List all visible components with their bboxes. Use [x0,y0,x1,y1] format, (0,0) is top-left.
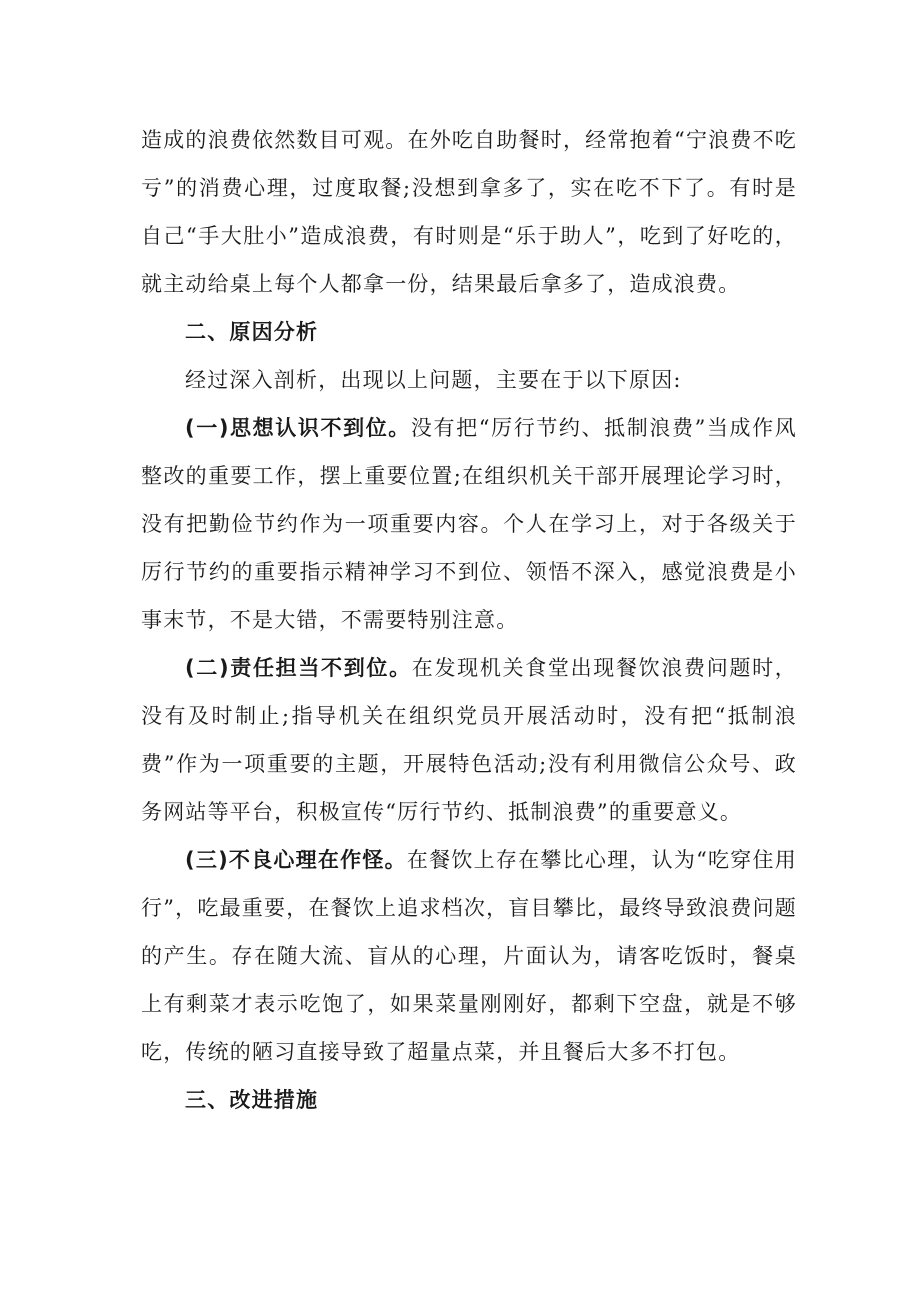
section-two-heading: 二、原因分析 [185,320,319,344]
reason-1-lead: (一)思想认识不到位。 [185,416,411,440]
reason-3-lead: (三)不良心理在作怪。 [185,848,407,872]
document-body [141,116,797,1124]
section-two-intro: 经过深入剖析，出现以上问题，主要在于以下原因: [185,368,682,392]
intro-paragraph: 造成的浪费依然数目可观。在外吃自助餐时，经常抱着“宁浪费不吃亏”的消费心理，过度取餐;没想到拿多了，实在吃不下了。有时是自己“手大肚小”造成浪费，有时则是“乐于助人”，吃到了好吃的，就主动给桌上每个人都拿一份，结果最后拿多了，造成浪费。 [141,128,797,296]
reason-paragraph-3 [141,836,797,1076]
reason-1-body: 没有把“厉行节约、抵制浪费”当成作风整改的重要工作，摆上重要位置;在组织机关干部开展理论学习时，没有把勤俭节约作为一项重要内容。个人在学习上，对于各级关于厉行节约的重要指示精神学习不到位、领悟不深入，感觉浪费是小事末节，不是大错，不需要特别注意。 [141,416,797,632]
reason-paragraph-2 [141,644,797,836]
reason-3-body: 在餐饮上存在攀比心理，认为“吃穿住用行”，吃最重要，在餐饮上追求档次，盲目攀比，最终导致浪费问题的产生。存在随大流、盲从的心理，片面认为，请客吃饭时，餐桌上有剩菜才表示吃饱了，如果菜量刚刚好，都剩下空盘，就是不够吃，传统的陋习直接导致了超量点菜，并且餐后大多不打包。 [141,848,797,1064]
reason-2-body: 在发现机关食堂出现餐饮浪费问题时，没有及时制止;指导机关在组织党员开展活动时，没有把“抵制浪费”作为一项重要的主题，开展特色活动;没有利用微信公众号、政务网站等平台，积极宣传“厉行节约、抵制浪费”的重要意义。 [141,656,797,824]
reason-paragraph-1 [141,404,797,644]
section-three-heading: 三、改进措施 [185,1088,319,1112]
reason-2-lead: (二)责任担当不到位。 [185,656,412,680]
